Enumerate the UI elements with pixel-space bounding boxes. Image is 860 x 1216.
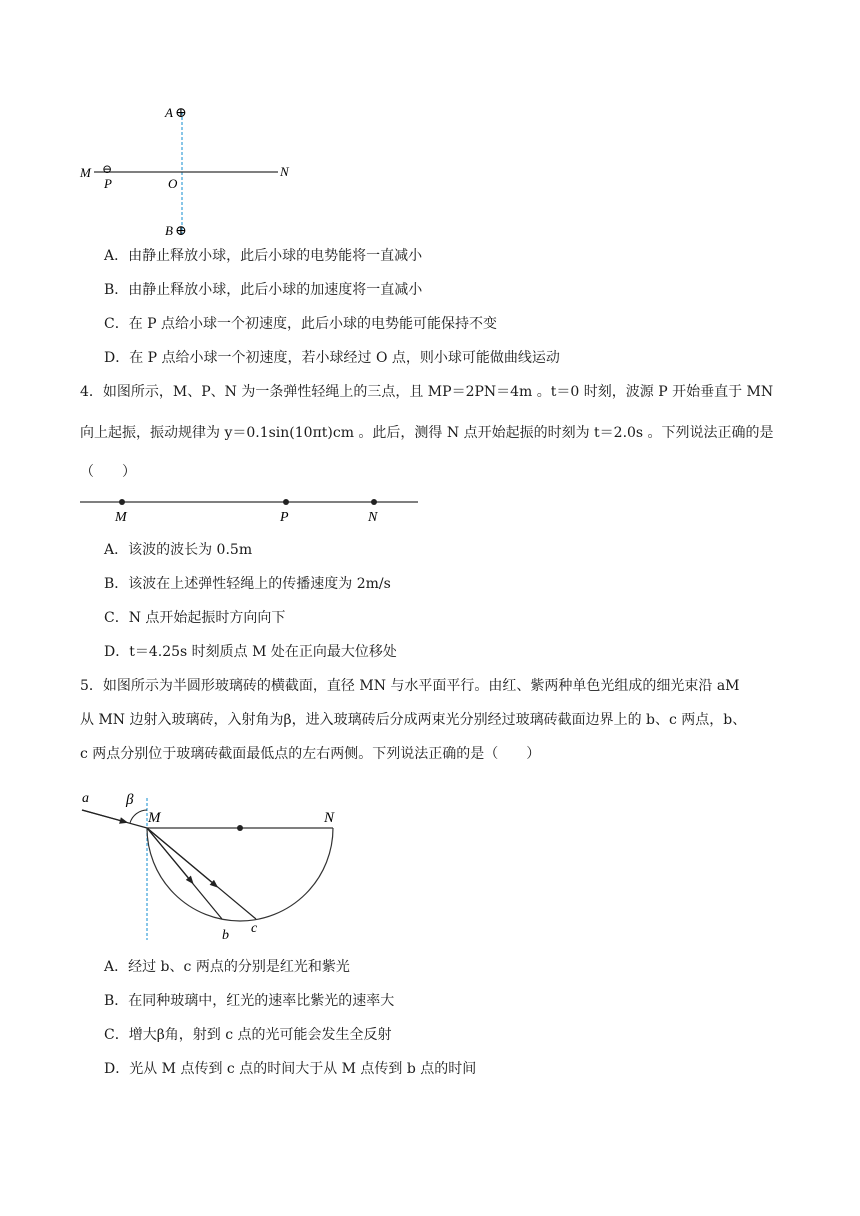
label-c: c	[251, 921, 258, 936]
refracted-ray-b-arrow	[147, 828, 191, 881]
q5-option-d: D．光从 M 点传到 c 点的时间大于从 M 点传到 b 点的时间	[104, 1061, 477, 1077]
label-n: N	[280, 164, 289, 179]
q4-stem-line-2: 向上起振，振动规律为 y＝0.1sin(10πt)cm 。此后，测得 N 点开始起振的时刻为 t＝2.0s 。下列说法正确的是	[80, 425, 774, 441]
q5-option-b: B．在同种玻璃中，红光的速率比紫光的速率大	[104, 993, 395, 1009]
q4-stem-line-3: （ ）	[80, 464, 136, 480]
label-p: P	[280, 510, 289, 525]
figure-charges	[70, 96, 310, 242]
q3-option-c: C．在 P 点给小球一个初速度，此后小球的电势能可能保持不变	[104, 316, 498, 332]
label-n: N	[368, 510, 378, 525]
label-b: B	[165, 223, 173, 238]
q5-option-c: C．增大β角，射到 c 点的光可能会发生全反射	[104, 1027, 392, 1043]
plus-charge-b: ⊕	[175, 224, 187, 239]
q3-option-a: A．由静止释放小球，此后小球的电势能将一直减小	[104, 248, 423, 264]
center-dot	[237, 825, 243, 831]
label-m: M	[80, 165, 91, 180]
label-o: O	[168, 176, 178, 191]
label-a: A	[165, 105, 173, 120]
point-n	[371, 499, 377, 505]
figure-rope	[78, 492, 422, 526]
q4-option-c: C．N 点开始起振时方向向下	[104, 610, 286, 626]
q3-option-b: B．由静止释放小球，此后小球的加速度将一直减小	[104, 282, 423, 298]
semicircle-arc	[147, 828, 333, 921]
angle-beta-arc	[130, 810, 147, 823]
plus-charge-a: ⊕	[175, 106, 187, 121]
label-beta: β	[126, 792, 134, 808]
label-b: b	[222, 928, 229, 943]
label-n: N	[324, 810, 335, 826]
q4-option-d: D．t＝4.25s 时刻质点 M 处在正向最大位移处	[104, 644, 397, 660]
q3-option-d: D．在 P 点给小球一个初速度，若小球经过 O 点，则小球可能做曲线运动	[104, 350, 560, 366]
refracted-ray-c-arrow	[147, 828, 215, 885]
q5-stem-line-2: 从 MN 边射入玻璃砖，入射角为β，进入玻璃砖后分成两束光分别经过玻璃砖截面边界上的 b、c 两点，b、	[80, 712, 747, 728]
q4-stem-line-1: 4．如图所示，M、P、N 为一条弹性轻绳上的三点，且 MP＝2PN＝4m 。t＝0 时刻，波源 P 开始垂直于 MN	[80, 384, 774, 400]
point-m	[119, 499, 125, 505]
incident-ray-arrow	[82, 810, 124, 822]
point-p	[283, 499, 289, 505]
minus-charge-p: ⊖	[102, 162, 113, 176]
figure-glass-semicircle	[78, 782, 358, 948]
label-m: M	[115, 510, 127, 525]
label-a: a	[82, 791, 89, 806]
q5-stem-line-3: c 两点分别位于玻璃砖截面最低点的左右两侧。下列说法正确的是（ ）	[80, 746, 541, 762]
label-p: P	[104, 176, 112, 191]
label-m: M	[148, 810, 161, 826]
q5-option-a: A．经过 b、c 两点的分别是红光和紫光	[104, 959, 350, 975]
q4-option-b: B．该波在上述弹性轻绳上的传播速度为 2m/s	[104, 576, 391, 592]
q4-option-a: A．该波的波长为 0.5m	[104, 542, 253, 558]
q5-stem-line-1: 5．如图所示为半圆形玻璃砖的横截面，直径 MN 与水平面平行。由红、紫两种单色光组成的细光束沿 aM	[80, 678, 740, 694]
